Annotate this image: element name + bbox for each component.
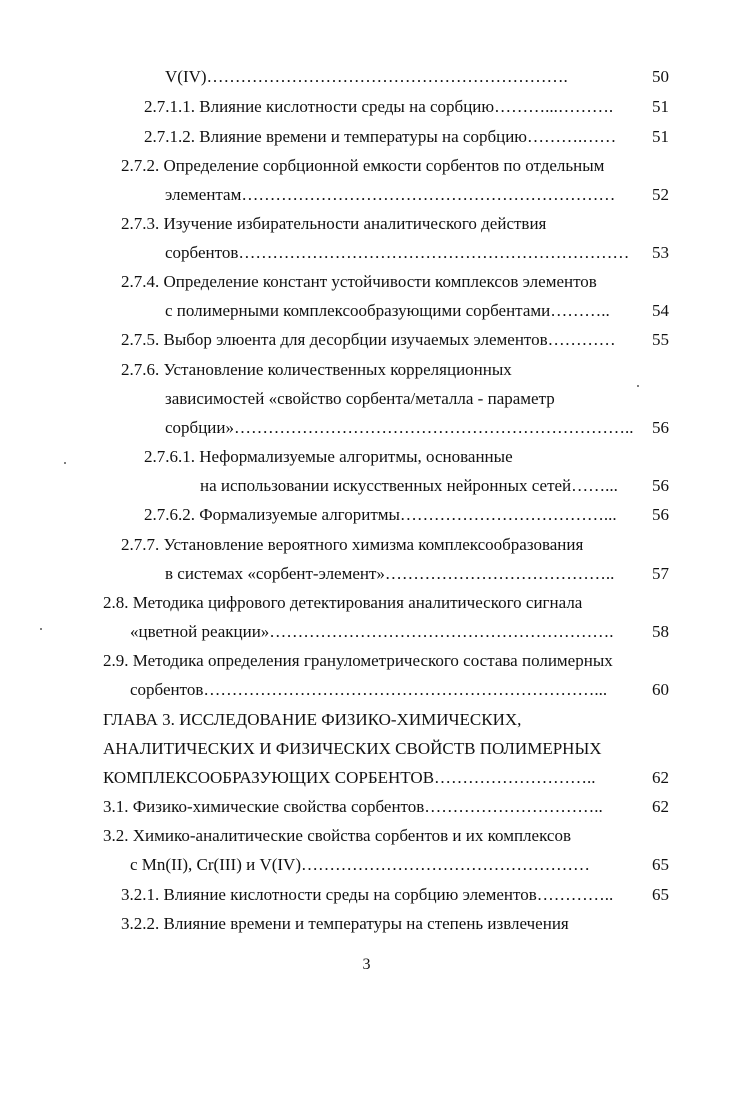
toc-page-number: 56: [652, 476, 669, 495]
toc-line: АНАЛИТИЧЕСКИХ И ФИЗИЧЕСКИХ СВОЙСТВ ПОЛИМЕРНЫХ: [103, 739, 602, 758]
toc-page-number: 52: [652, 185, 669, 204]
toc-line: сорбентов……………………………………………………………...: [130, 680, 608, 699]
toc-page-number: 65: [652, 885, 669, 904]
toc-page-number: 62: [652, 797, 669, 816]
toc-line: 2.7.6.2. Формализуемые алгоритмы………………………………...: [144, 505, 617, 524]
toc-line: 2.7.6. Установление количественных корреляционных: [121, 360, 512, 379]
toc-line: 3.2.2. Влияние времени и температуры на степень извлечения: [121, 914, 569, 933]
toc-line: в системах «сорбент-элемент»…………………………………..: [165, 564, 615, 583]
toc-line: 2.7.7. Установление вероятного химизма комплексообразования: [121, 535, 584, 554]
toc-line: 2.7.4. Определение констант устойчивости комплексов элементов: [121, 272, 597, 291]
toc-line: сорбентов……………………………………………………………: [165, 243, 630, 262]
toc-line: 2.7.5. Выбор элюента для десорбции изучаемых элементов…………: [121, 330, 616, 349]
toc-line: 2.9. Методика определения гранулометрического состава полимерных: [103, 651, 613, 670]
toc-line: с полимерными комплексообразующими сорбентами………..: [165, 301, 610, 320]
toc-line: КОМПЛЕКСООБРАЗУЮЩИХ СОРБЕНТОВ………………………..: [103, 768, 596, 787]
toc-line: «цветной реакции»…………………………………………………….: [130, 622, 614, 641]
toc-line: 3.2. Химико-аналитические свойства сорбентов и их комплексов: [103, 826, 571, 845]
toc-page-number: 62: [652, 768, 669, 787]
toc-line: с Mn(II), Cr(III) и V(IV)……………………………………………: [130, 855, 590, 874]
toc-line: на использовании искусственных нейронных сетей……...: [200, 476, 618, 495]
toc-line: ГЛАВА 3. ИССЛЕДОВАНИЕ ФИЗИКО-ХИМИЧЕСКИХ,: [103, 710, 522, 729]
toc-line: 2.8. Методика цифрового детектирования аналитического сигнала: [103, 593, 583, 612]
scan-speck: [40, 628, 42, 630]
scan-speck: [64, 462, 66, 464]
toc-page-number: 65: [652, 855, 669, 874]
toc-page-number: 55: [652, 330, 669, 349]
toc-line: сорбции»……………………………………………………………..: [165, 418, 634, 437]
toc-line: элементам…………………………………………………………: [165, 185, 616, 204]
toc-page-number: 54: [652, 301, 669, 320]
scan-speck: [637, 385, 639, 387]
toc-page-number: 51: [652, 127, 669, 146]
toc-line: 2.7.2. Определение сорбционной емкости сорбентов по отдельным: [121, 156, 605, 175]
toc-line: 2.7.1.1. Влияние кислотности среды на сорбцию………...……….: [144, 97, 614, 116]
toc-line: 2.7.1.2. Влияние времени и температуры на сорбцию……….……: [144, 127, 617, 146]
toc-line: 2.7.3. Изучение избирательности аналитического действия: [121, 214, 547, 233]
toc-page-number: 51: [652, 97, 669, 116]
toc-page-number: 50: [652, 67, 669, 86]
toc-line: V(IV)……………………………………………………….: [165, 67, 568, 86]
toc-line: 3.2.1. Влияние кислотности среды на сорбцию элементов…………..: [121, 885, 614, 904]
toc-line: 2.7.6.1. Неформализуемые алгоритмы, основанные: [144, 447, 513, 466]
toc-line: зависимостей «свойство сорбента/металла - параметр: [165, 389, 555, 408]
toc-page-number: 57: [652, 564, 669, 583]
toc-page-number: 56: [652, 418, 669, 437]
page-number: 3: [362, 956, 371, 973]
toc-page-number: 58: [652, 622, 669, 641]
toc-page-number: 60: [652, 680, 669, 699]
toc-line: 3.1. Физико-химические свойства сорбентов…………………………..: [103, 797, 603, 816]
toc-page-number: 53: [652, 243, 669, 262]
toc-page-number: 56: [652, 505, 669, 524]
